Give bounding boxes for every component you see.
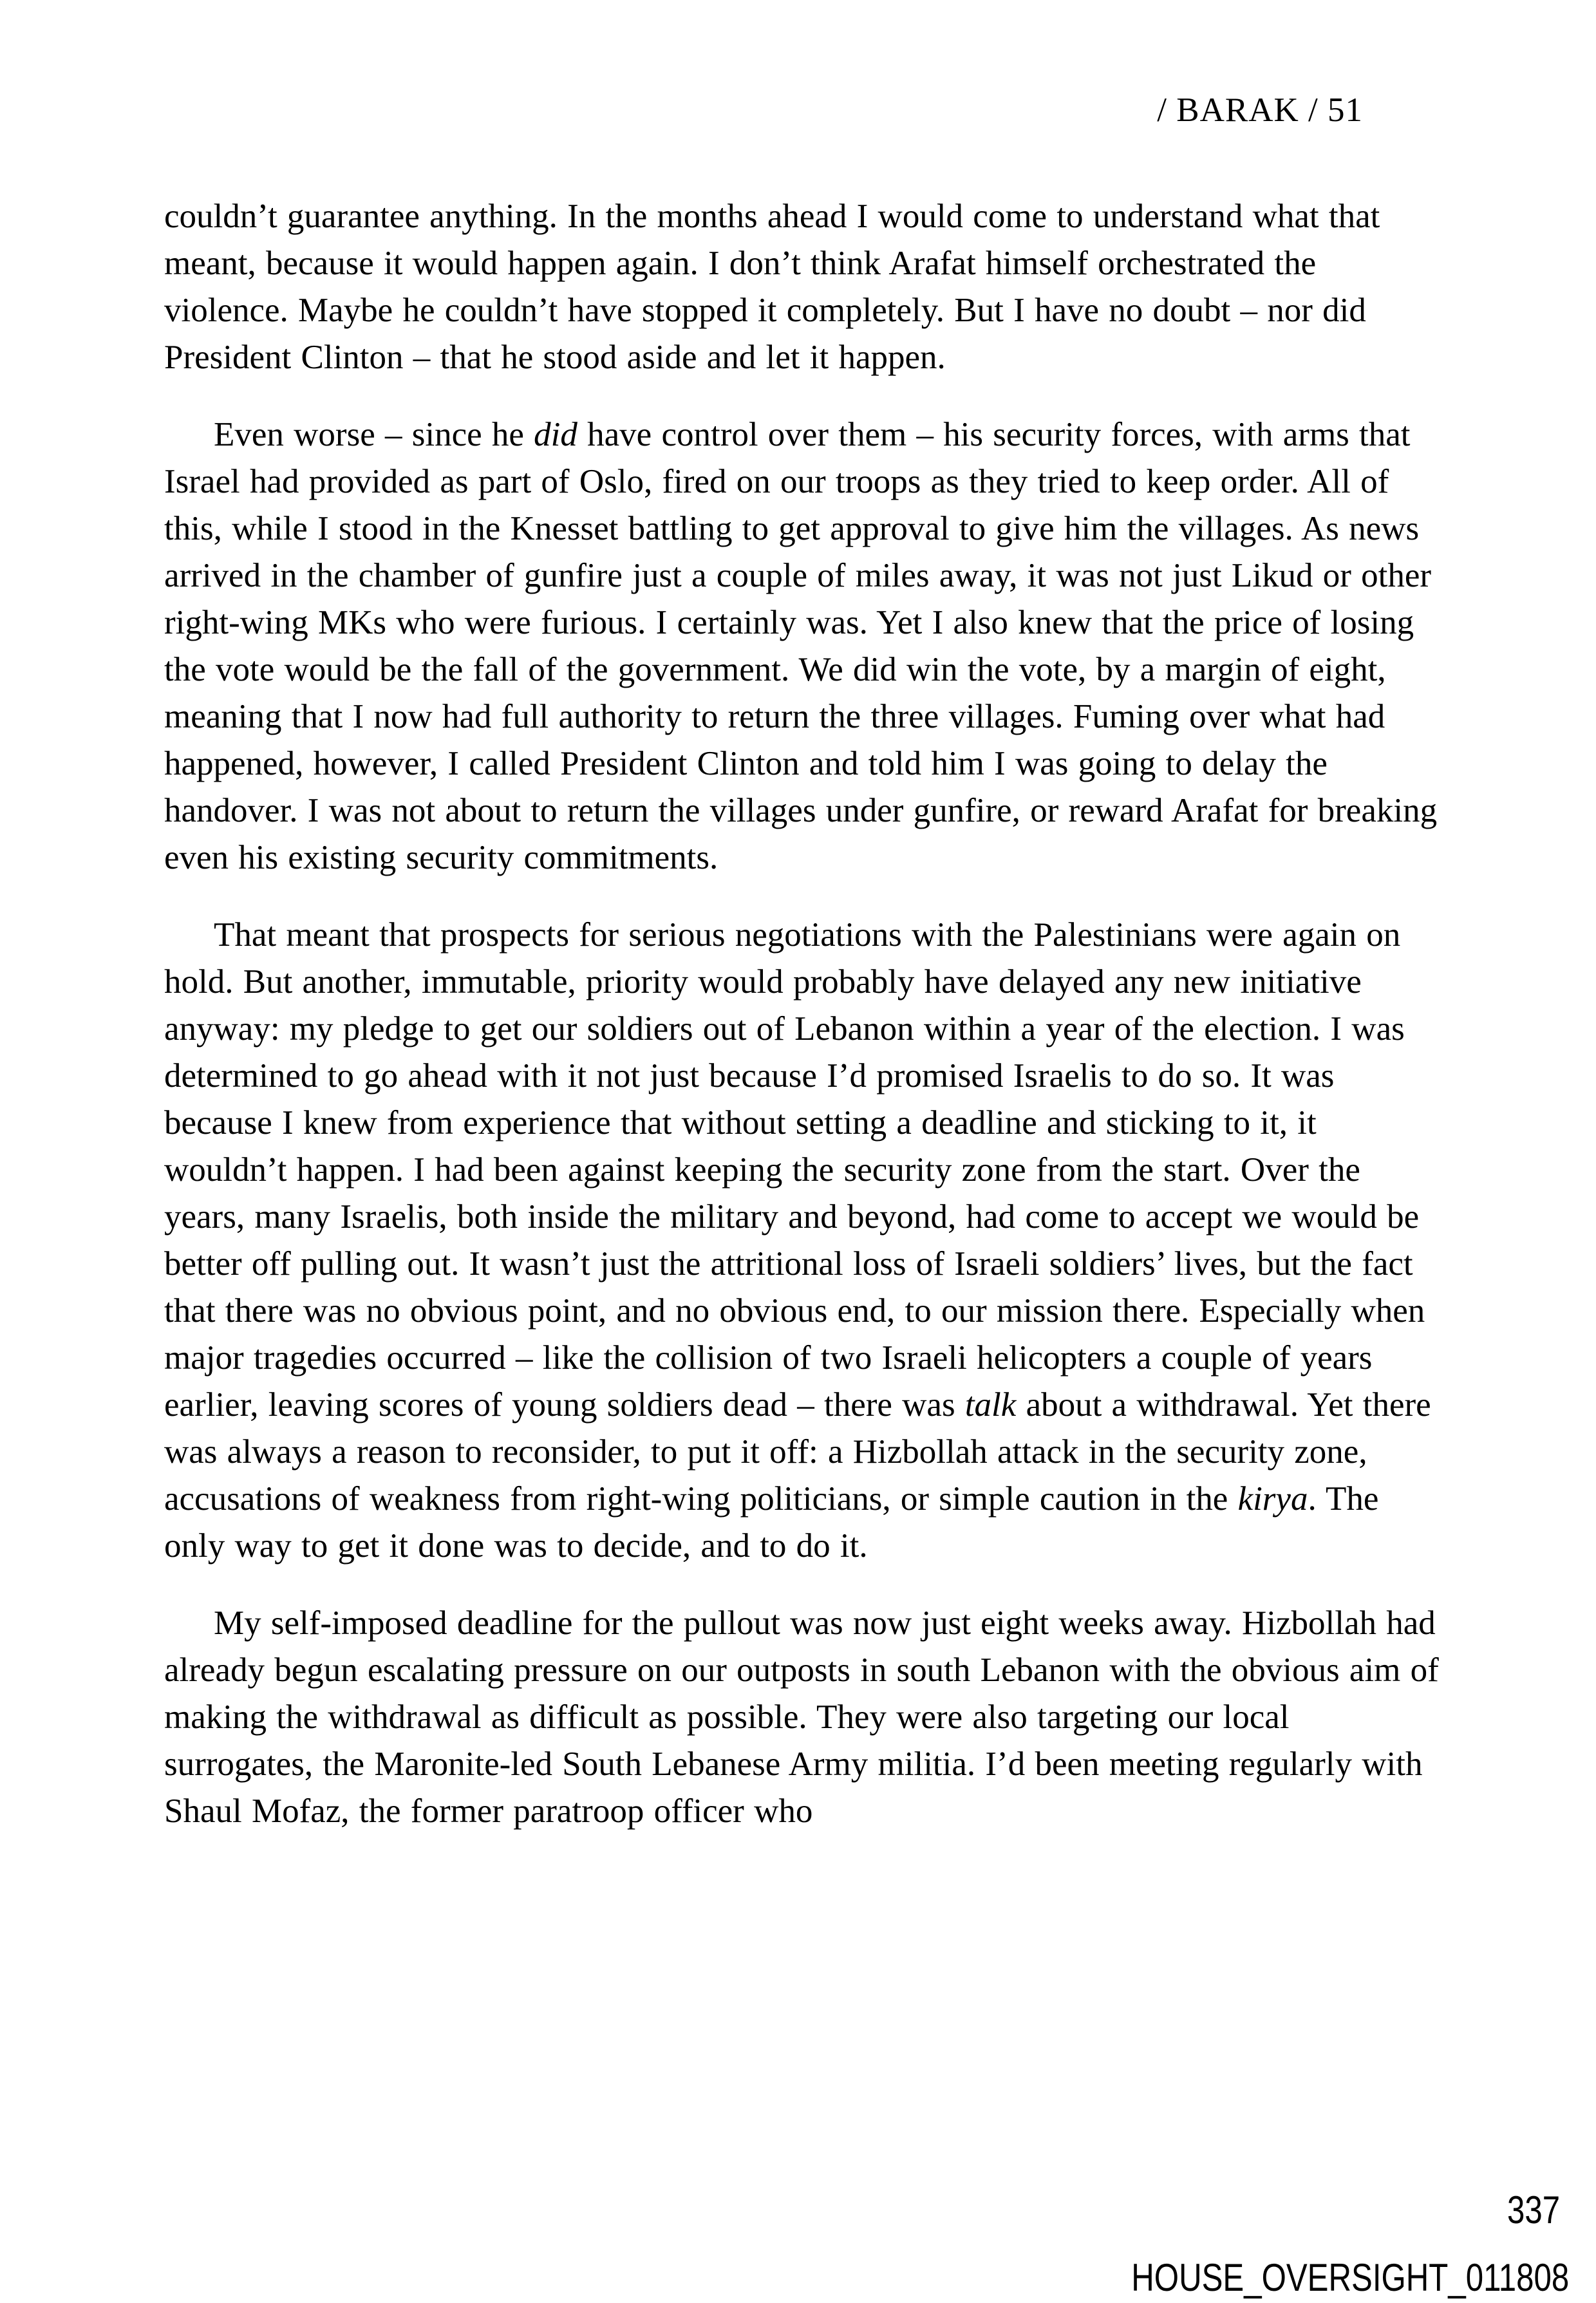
page-number: 337 [1507,2188,1560,2232]
italic-text-run: did [534,416,577,453]
running-header: / BARAK / 51 [1157,91,1363,129]
text-run: couldn’t guarantee anything. In the months ahead I would come to understand what that meant, because it would happen again. I don’t think Arafat himself orchestrated the violence. Maybe he couldn’t have stopped it completely. But I have no doubt – nor did President Clinton – that he stood aside and let it happen. [164,198,1380,376]
text-run: about a withdrawal. Yet there was always a reason to reconsider, to put it off: a Hizbollah attack in the security zone, accusations of weakness from right-wing politicians, or simple caution in the [164,1386,1431,1518]
text-run: That meant that prospects for serious negotiations with the Palestinians were again on hold. But another, immutable, priority would probably have delayed any new initiative anyway: my pledge to get our soldiers out of Lebanon within a year of the election. I was determined to go ahead with it not just because I’d promised Israelis to do so. It was because I knew from experience that without setting a deadline and sticking to it, it wouldn’t happen. I had been against keeping the security zone from the start. Over the years, many Israelis, both inside the military and beyond, had come to accept we would be better off pulling out. It wasn’t just the attritional loss of Israeli soldiers’ lives, but the fact that there was no obvious point, and no obvious end, to our mission there. Especially when major tragedies occurred – like the collision of two Israeli helicopters a couple of years earlier, leaving scores of young soldiers dead – there was [164,916,1425,1424]
paragraph [164,193,1442,381]
paragraph [164,912,1442,1570]
paragraph [164,1600,1442,1835]
text-run: Even worse – since he [214,416,534,453]
italic-text-run: kirya [1237,1480,1308,1518]
italic-text-run: talk [964,1386,1017,1424]
bates-stamp: HOUSE_OVERSIGHT_011808 [1131,2256,1569,2299]
text-run: have control over them – his security forces, with arms that Israel had provided as part of Oslo, fired on our troops as they tried to keep order. All of this, while I stood in the Knesset battling to get approval to give him the villages. As news arrived in the chamber of gunfire just a couple of miles away, it was not just Likud or other right-wing MKs who were furious. I certainly was. Yet I also knew that the price of losing the vote would be the fall of the government. We did win the vote, by a margin of eight, meaning that I now had full authority to return the three villages. Fuming over what had happened, however, I called President Clinton and told him I was going to delay the handover. I was not about to return the villages under gunfire, or reward Arafat for breaking even his existing security commitments. [164,416,1438,876]
text-run: My self-imposed deadline for the pullout was now just eight weeks away. Hizbollah had already begun escalating pressure on our outposts in south Lebanon with the obvious aim of making the withdrawal as difficult as possible. They were also targeting our local surrogates, the Maronite-led South Lebanese Army militia. I’d been meeting regularly with Shaul Mofaz, the former paratroop officer who [164,1604,1439,1830]
paragraph [164,411,1442,881]
body-text [164,193,1442,1865]
text-run: . The only way to get it done was to decide, and to do it. [164,1480,1379,1565]
